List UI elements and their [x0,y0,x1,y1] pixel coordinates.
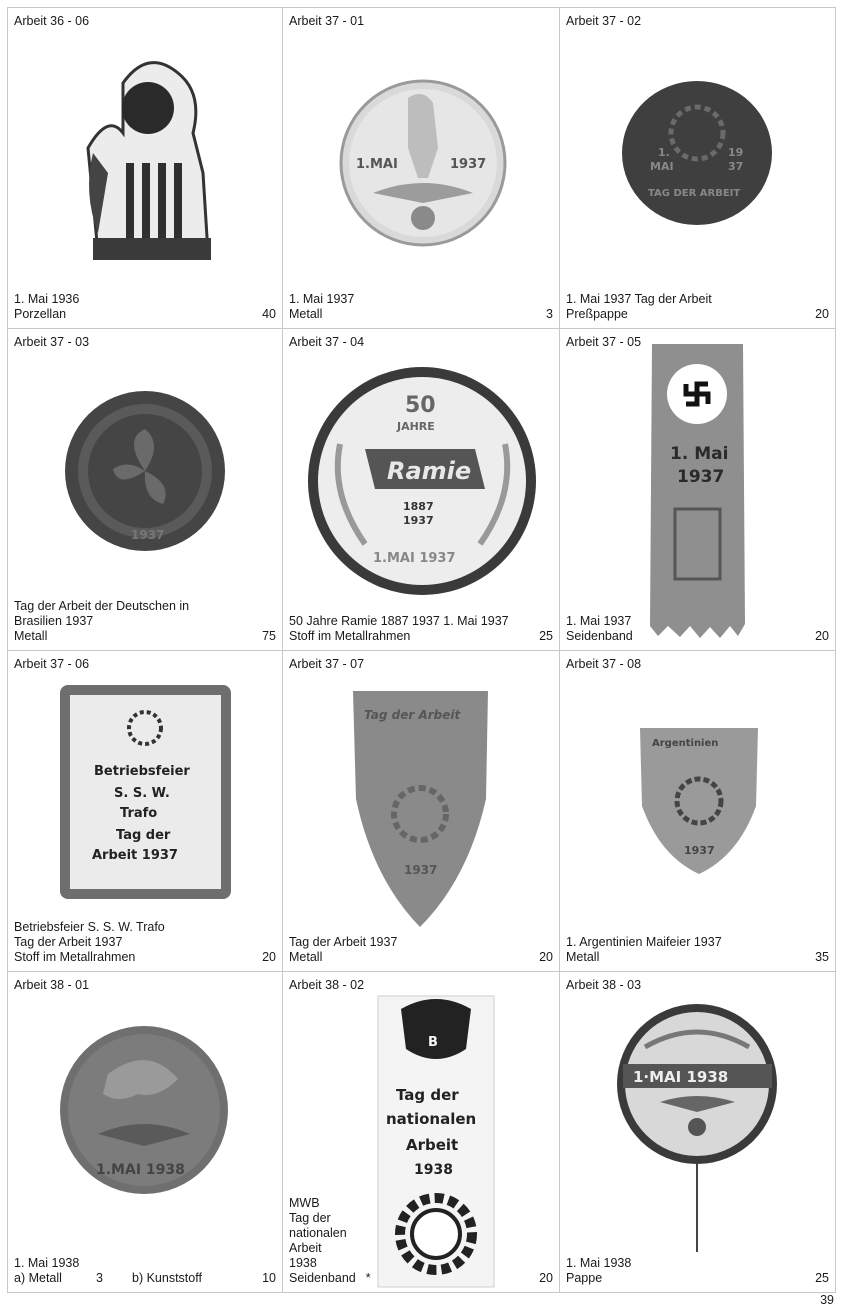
badge-text: 1887 [403,500,434,513]
catalog-entry-arbeit-38-03 [560,972,836,1293]
catalog-entry-arbeit-38-01 [8,972,283,1293]
badge-text: Tag der Arbeit [364,708,461,722]
description-line: 1. Mai 1937 [289,292,355,306]
metal-medal-image [63,389,228,554]
badge-text: Arbeit [406,1136,459,1154]
description-line: Metall [289,307,323,321]
badge-text: Betriebsfeier [94,764,190,779]
description-line: Tag der Arbeit 1937 [289,935,398,949]
item-description [289,614,509,644]
description-line: Brasilien 1937 [14,614,94,628]
catalog-entry-arbeit-37-06 [8,651,283,972]
badge-text: 1937 [677,467,725,487]
item-price: 25 [815,1271,829,1285]
item-price: 25 [539,629,553,643]
item-code: Arbeit 37 - 06 [14,657,90,671]
badge-text: TAG DER ARBEIT [648,188,741,199]
variant-b: b) Kunststoff [132,1271,202,1285]
item-price: 20 [815,307,829,321]
badge-text: 1937 [404,863,438,877]
item-description [289,935,397,965]
badge-text: 1.MAI [356,157,398,172]
item-code: Arbeit 38 - 02 [289,978,365,992]
badge-text: 1.MAI 1938 [96,1162,185,1178]
badge-text: 19 [728,146,744,159]
description-line: MWB [289,1196,320,1210]
badge-text: 1.MAI 1937 [373,551,456,566]
description-line: Metall [289,950,323,964]
item-price: 3 [546,307,553,321]
catalog-entry-arbeit-37-01 [283,8,560,329]
badge-text: nationalen [386,1110,477,1128]
item-code: Arbeit 37 - 08 [566,657,642,671]
description-line: 1. Mai 1938 [14,1256,80,1270]
description-line: 1938 [289,1256,317,1270]
item-description [566,614,633,644]
description-line: Tag der Arbeit 1937 [14,935,123,949]
badge-text: 1937 [403,514,434,527]
description-line: nationalen [289,1226,347,1240]
description-line: Pappe [566,1271,603,1285]
metal-medal-image [338,78,508,248]
badge-text: MAI [650,160,674,173]
silk-ribbon-image [376,994,496,1289]
item-description [566,935,722,965]
badge-text: Tag der [396,1086,459,1104]
item-code: Arbeit 38 - 01 [14,978,90,992]
badge-text: Argentinien [652,738,719,749]
badge-text: 1·MAI 1938 [633,1068,729,1086]
item-price: 20 [815,629,829,643]
item-description [14,920,165,965]
catalog-grid [7,7,836,1293]
catalog-entry-arbeit-37-04 [283,329,560,651]
badge-text: Arbeit 1937 [92,848,178,863]
item-code: Arbeit 37 - 03 [14,335,90,349]
item-price: 40 [262,307,276,321]
item-code: Arbeit 37 - 05 [566,335,642,349]
badge-text: 1937 [684,844,715,857]
item-description [14,292,79,322]
description-line: 1. Mai 1937 Tag der Arbeit [566,292,712,306]
description-line: Preßpappe [566,307,628,321]
description-line: Seidenband [566,629,633,643]
description-line: Metall [566,950,600,964]
description-line: Seidenband [289,1271,356,1285]
description-line: Porzellan [14,307,67,321]
badge-text: 1. [658,146,670,159]
variant-row [14,1271,202,1286]
catalog-entry-arbeit-36-06 [8,8,283,329]
item-price: 20 [539,1271,553,1285]
description-line: Tag der Arbeit der Deutschen in [14,599,190,613]
catalog-entry-arbeit-37-07 [283,651,560,972]
badge-text: Trafo [120,806,158,821]
pressboard-badge-image [620,78,775,228]
description-line: 1. Argentinien Maifeier 1937 [566,935,722,949]
catalog-entry-arbeit-37-03 [8,329,283,651]
item-description [289,1196,371,1286]
variant-a: a) Metall [14,1271,62,1285]
item-description [14,1256,202,1286]
catalog-entry-arbeit-37-05 [560,329,836,651]
badge-text: 37 [728,160,744,173]
description-line: 50 Jahre Ramie 1887 1937 1. Mai 1937 [289,614,509,628]
badge-text: 1937 [450,157,487,172]
item-price: 20 [539,950,553,964]
item-code: Arbeit 37 - 01 [289,14,365,28]
item-price: 35 [815,950,829,964]
page-number: 39 [820,1293,834,1307]
framed-fabric-badge-image [58,683,233,901]
description-line: Arbeit [289,1241,322,1255]
shield-badge-image [638,726,760,876]
catalog-entry-arbeit-37-08 [560,651,836,972]
porcelain-badge-image [78,53,218,268]
badge-text: 50 [405,393,436,418]
item-code: Arbeit 38 - 03 [566,978,642,992]
item-description [289,292,354,322]
badge-text: Tag der [116,828,171,843]
silk-ribbon-image [650,344,745,639]
shield-badge-image [348,689,493,929]
item-description [566,1256,631,1286]
catalog-entry-arbeit-38-02 [283,972,560,1293]
description-line: Metall [14,629,48,643]
badge-text: 1938 [414,1162,453,1178]
item-description [566,292,712,322]
fabric-badge-image [305,364,540,599]
catalog-entry-arbeit-37-02 [560,8,836,329]
description-line: Stoff im Metallrahmen [289,629,411,643]
variant-a-price: 3 [96,1271,103,1285]
badge-text: S. S. W. [114,786,170,801]
asterisk-mark: * [365,1271,371,1285]
badge-text: Ramie [387,457,472,485]
stickpin-badge-image [615,1002,780,1257]
item-price: 10 [262,1271,276,1285]
item-code: Arbeit 37 - 04 [289,335,365,349]
badge-text: JAHRE [397,420,435,433]
description-line: Stoff im Metallrahmen [14,950,136,964]
description-line: 1. Mai 1938 [566,1256,632,1270]
item-code: Arbeit 37 - 07 [289,657,365,671]
description-line: 1. Mai 1936 [14,292,80,306]
badge-text: 1937 [131,528,165,542]
description-line: 1. Mai 1937 [566,614,632,628]
badge-text: 1. Mai [670,444,729,464]
item-code: Arbeit 37 - 02 [566,14,642,28]
badge-text: B [428,1035,438,1050]
item-code: Arbeit 36 - 06 [14,14,90,28]
description-line: Betriebsfeier S. S. W. Trafo [14,920,165,934]
item-description [14,599,189,644]
description-line: Tag der [289,1211,331,1225]
item-price: 75 [262,629,276,643]
metal-medal-image [58,1024,230,1196]
item-price: 20 [262,950,276,964]
